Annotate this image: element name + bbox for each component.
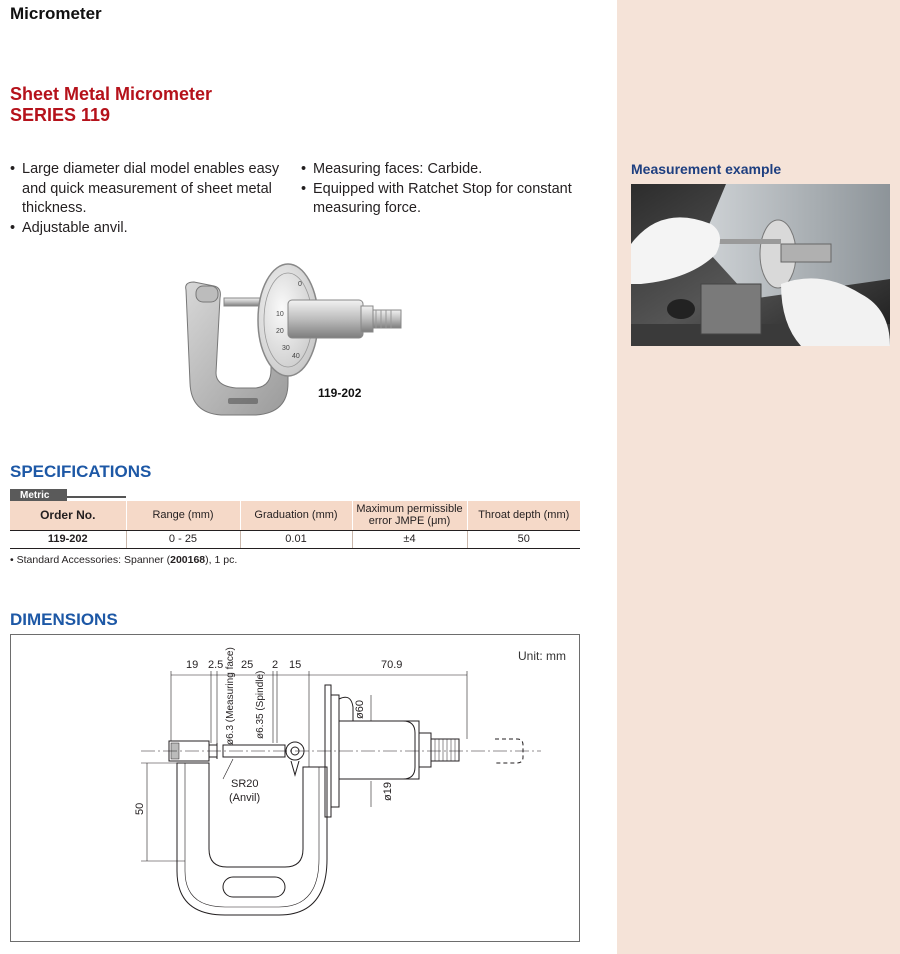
table-cell: 0 - 25	[126, 530, 240, 548]
dial-number: 40	[292, 353, 300, 360]
metric-tag-label: Metric	[10, 489, 67, 502]
dimensions-title: DIMENSIONS	[10, 610, 118, 629]
table-cell: ±4	[352, 530, 467, 548]
unit-label: Unit: mm	[518, 649, 566, 663]
dimension-drawing-svg	[11, 635, 581, 943]
dim-label-2-5: 2.5	[208, 659, 224, 671]
accessories-code: 200168	[170, 554, 206, 566]
accessories-suffix: ), 1 pc.	[205, 554, 238, 566]
table-header: Throat depth (mm)	[467, 501, 580, 530]
dial-number: 0	[298, 281, 302, 288]
feature-item: • Measuring faces: Carbide.	[301, 160, 591, 180]
feature-item: • Equipped with Ratchet Stop for constant measuring force.	[301, 180, 591, 219]
product-image	[176, 258, 416, 423]
spec-table	[10, 501, 580, 549]
specifications-title: SPECIFICATIONS	[10, 462, 152, 481]
product-title	[10, 84, 212, 126]
table-cell: 50	[467, 530, 580, 548]
product-series: SERIES 119	[10, 105, 111, 125]
model-label: 119-202	[318, 386, 362, 400]
metric-tag	[10, 485, 126, 501]
dial-number: 10	[276, 311, 284, 318]
dim-label-anvil: (Anvil)	[229, 792, 261, 804]
dim-label-15: 15	[289, 659, 302, 671]
dim-label-2: 2	[272, 659, 279, 671]
dim-label-25: 25	[241, 659, 254, 671]
table-row	[10, 530, 580, 548]
right-panel	[617, 0, 900, 954]
table-header: Range (mm)	[126, 501, 240, 530]
table-header: Graduation (mm)	[240, 501, 352, 530]
dim-label-anvil-radius: SR20	[231, 778, 259, 790]
dim-label-throat: 50	[134, 802, 146, 815]
dim-label-70-9: 70.9	[381, 659, 403, 671]
measurement-example-title: Measurement example	[631, 161, 782, 177]
feature-item: • Large diameter dial model enables easy and quick measurement of sheet metal thickness.	[10, 160, 280, 219]
table-cell: 0.01	[240, 530, 352, 548]
dim-label-dial: ø60	[354, 700, 366, 719]
dim-label-sleeve: ø19	[382, 782, 394, 801]
standard-accessories	[10, 554, 237, 566]
dim-label-measuring-face: ø6.3 (Measuring face)	[225, 647, 236, 745]
table-header: Order No.	[10, 501, 126, 530]
dial-number: 30	[282, 345, 290, 352]
feature-list-1	[10, 160, 280, 238]
product-name: Sheet Metal Micrometer	[10, 84, 213, 104]
feature-list-2	[301, 160, 591, 219]
page-title: Micrometer	[10, 4, 102, 23]
dim-label-spindle: ø6.35 (Spindle)	[255, 670, 266, 739]
table-header-row	[10, 501, 580, 530]
table-cell: 119-202	[10, 530, 126, 548]
table-header: Maximum permissible error JMPE (μm)	[352, 501, 467, 530]
accessories-prefix: • Standard Accessories: Spanner (	[10, 554, 171, 566]
feature-item: • Adjustable anvil.	[10, 219, 280, 239]
dimensions-drawing	[10, 634, 580, 942]
dial-number: 20	[276, 328, 284, 335]
dim-label-19: 19	[186, 659, 199, 671]
measurement-example-photo	[631, 184, 890, 346]
